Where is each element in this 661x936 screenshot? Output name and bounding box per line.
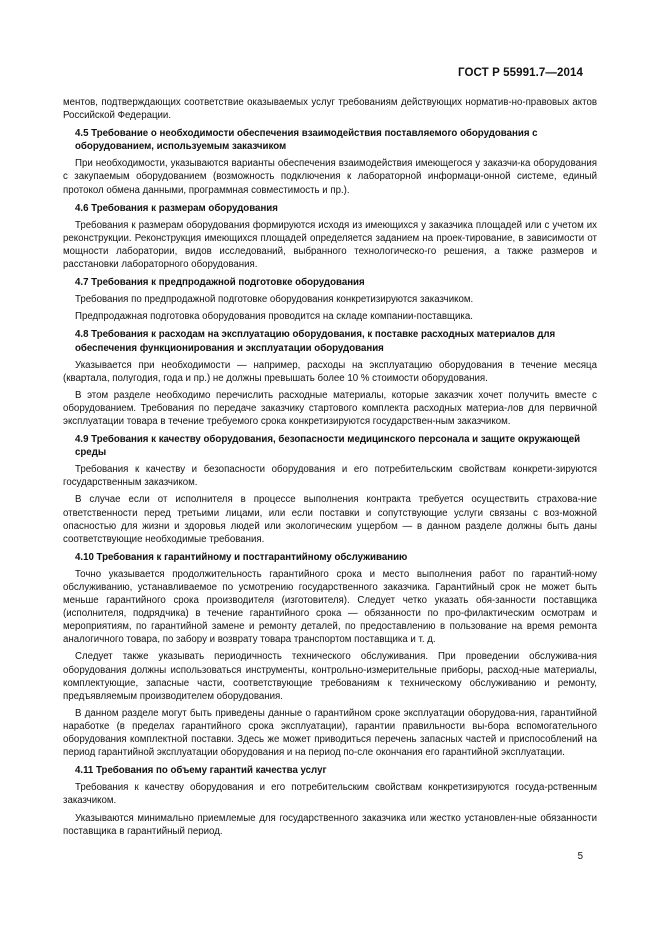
- section-heading-4-11: 4.11 Требования по объему гарантий качества услуг: [75, 765, 327, 777]
- paragraph: Требования к качеству оборудования и его потребительским свойствам конкретизируются госуда-рственным заказчиком.: [63, 782, 597, 807]
- section-heading-4-5: 4.5 Требование о необходимости обеспечения взаимодействия поставляемого оборудования с оборудованием, используемым заказчиком: [75, 128, 538, 153]
- paragraph: ментов, подтверждающих соответствие оказываемых услуг требованиям действующих норматив-но-правовых актов Российской Федерации.: [63, 97, 597, 122]
- paragraph: При необходимости, указываются варианты обеспечения взаимодействия имеющегося у заказчи-ка оборудования с закупаемым оборудованием (возможность подключения к лабораторной информаци-онной системе, единый протокол обмена данными, программная совместимость и пр.).: [63, 158, 597, 196]
- paragraph: Требования по предпродажной подготовке оборудования конкретизируются заказчиком.: [75, 294, 474, 306]
- section-heading-4-8: 4.8 Требования к расходам на эксплуатацию оборудования, к поставке расходных материалов для обеспечения функционирования и эксплуатации оборудования: [75, 329, 556, 354]
- page-number: 5: [577, 851, 583, 862]
- section-heading-4-9: 4.9 Требования к качеству оборудования, безопасности медицинского персонала и защите окружающей среды: [75, 434, 581, 459]
- document-code: ГОСТ Р 55991.7—2014: [458, 67, 583, 79]
- paragraph: Указывается при необходимости — например, расходы на эксплуатацию оборудования в течение месяца (квартала, полугодия, года и пр.) не должны превышать более 10 % стоимости оборудования.: [63, 359, 597, 384]
- paragraph: В данном разделе могут быть приведены данные о гарантийном сроке эксплуатации оборудова-ния, гарантийной наработке (в пределах гарантийного срока эксплуатации), гарантии правильности вы-бора вспомогательного оборудования комплектной поставки. Здесь же может приводиться перечень запасных частей и приспособлений на период гарантийной эксплуатации оборудования и на период по-сле окончания его гарантийной эксплуатации.: [63, 707, 597, 759]
- paragraph: Требования к размерам оборудования формируются исходя из имеющихся у заказчика площадей или с учетом их реконструкции. Реконструкция имеющихся площадей определяется заданием на проек-тирование, в зависимости от мощности лаборатории, видов исследований, выбранного технологическо-го решения, а также размеров и расстановки лабораторного оборудования.: [63, 219, 597, 271]
- paragraph: Точно указывается продолжительность гарантийного срока и место выполнения работ по гарантий-ному обслуживанию, устанавливаемое по усмотрению государственного заказчика. Гарантийный срок не может быть меньше гарантийного срока производителя (изготовителя). Следует четко указать обя-занности поставщика (исполнителя, подрядчика) в течение гарантийного срока — обязанности по про-филактическим осмотрам и мероприятиям, по гарантийной замене и ремонту деталей, по предоставлению в пользование на время ремонта аналогичного товара, по забору и возврату товара транспортом поставщика и т. д.: [63, 568, 597, 646]
- paragraph: В случае если от исполнителя в процессе выполнения контракта требуется осуществить страхова-ние ответственности перед третьими лицами, или если поставки и сопутствующие услуги связаны с воз-можной опасностью для жизни и здоровья людей или экологическим ущербом — в данном разделе должны быть даны соответствующие необходимые требования.: [63, 494, 597, 545]
- paragraph: Указываются минимально приемлемые для государственного заказчика или жестко установлен-ные обязанности поставщика в гарантийный период.: [63, 812, 597, 837]
- paragraph: В этом разделе необходимо перечислить расходные материалы, которые заказчик хочет получить вместе с оборудованием. Требования по передаче заказчику стартового комплекта расходных материа-лов для первичной эксплуатации товара в течение требуемого срока конкретизируются государствен-ным заказчиком.: [63, 389, 597, 427]
- document-body: [63, 96, 597, 842]
- paragraph: Предпродажная подготовка оборудования проводится на складе компании-поставщика.: [75, 311, 473, 323]
- paragraph: Следует также указывать периодичность технического обслуживания. При проведении обслужива-ния оборудования должны использоваться инструменты, контрольно-измерительные приборы, расход-ные материалы, комплектующие, запасные части, соответствующие требованиям к техническому обслуживанию и ремонту, предъявляемым производителем оборудования.: [63, 651, 597, 702]
- section-heading-4-7: 4.7 Требования к предпродажной подготовке оборудования: [75, 277, 365, 289]
- section-heading-4-10: 4.10 Требования к гарантийному и постгарантийному обслуживанию: [75, 551, 408, 563]
- paragraph: Требования к качеству и безопасности оборудования и его потребительским свойствам конкрети-зируются государственным заказчиком.: [63, 464, 597, 489]
- section-heading-4-6: 4.6 Требования к размерам оборудования: [75, 202, 278, 214]
